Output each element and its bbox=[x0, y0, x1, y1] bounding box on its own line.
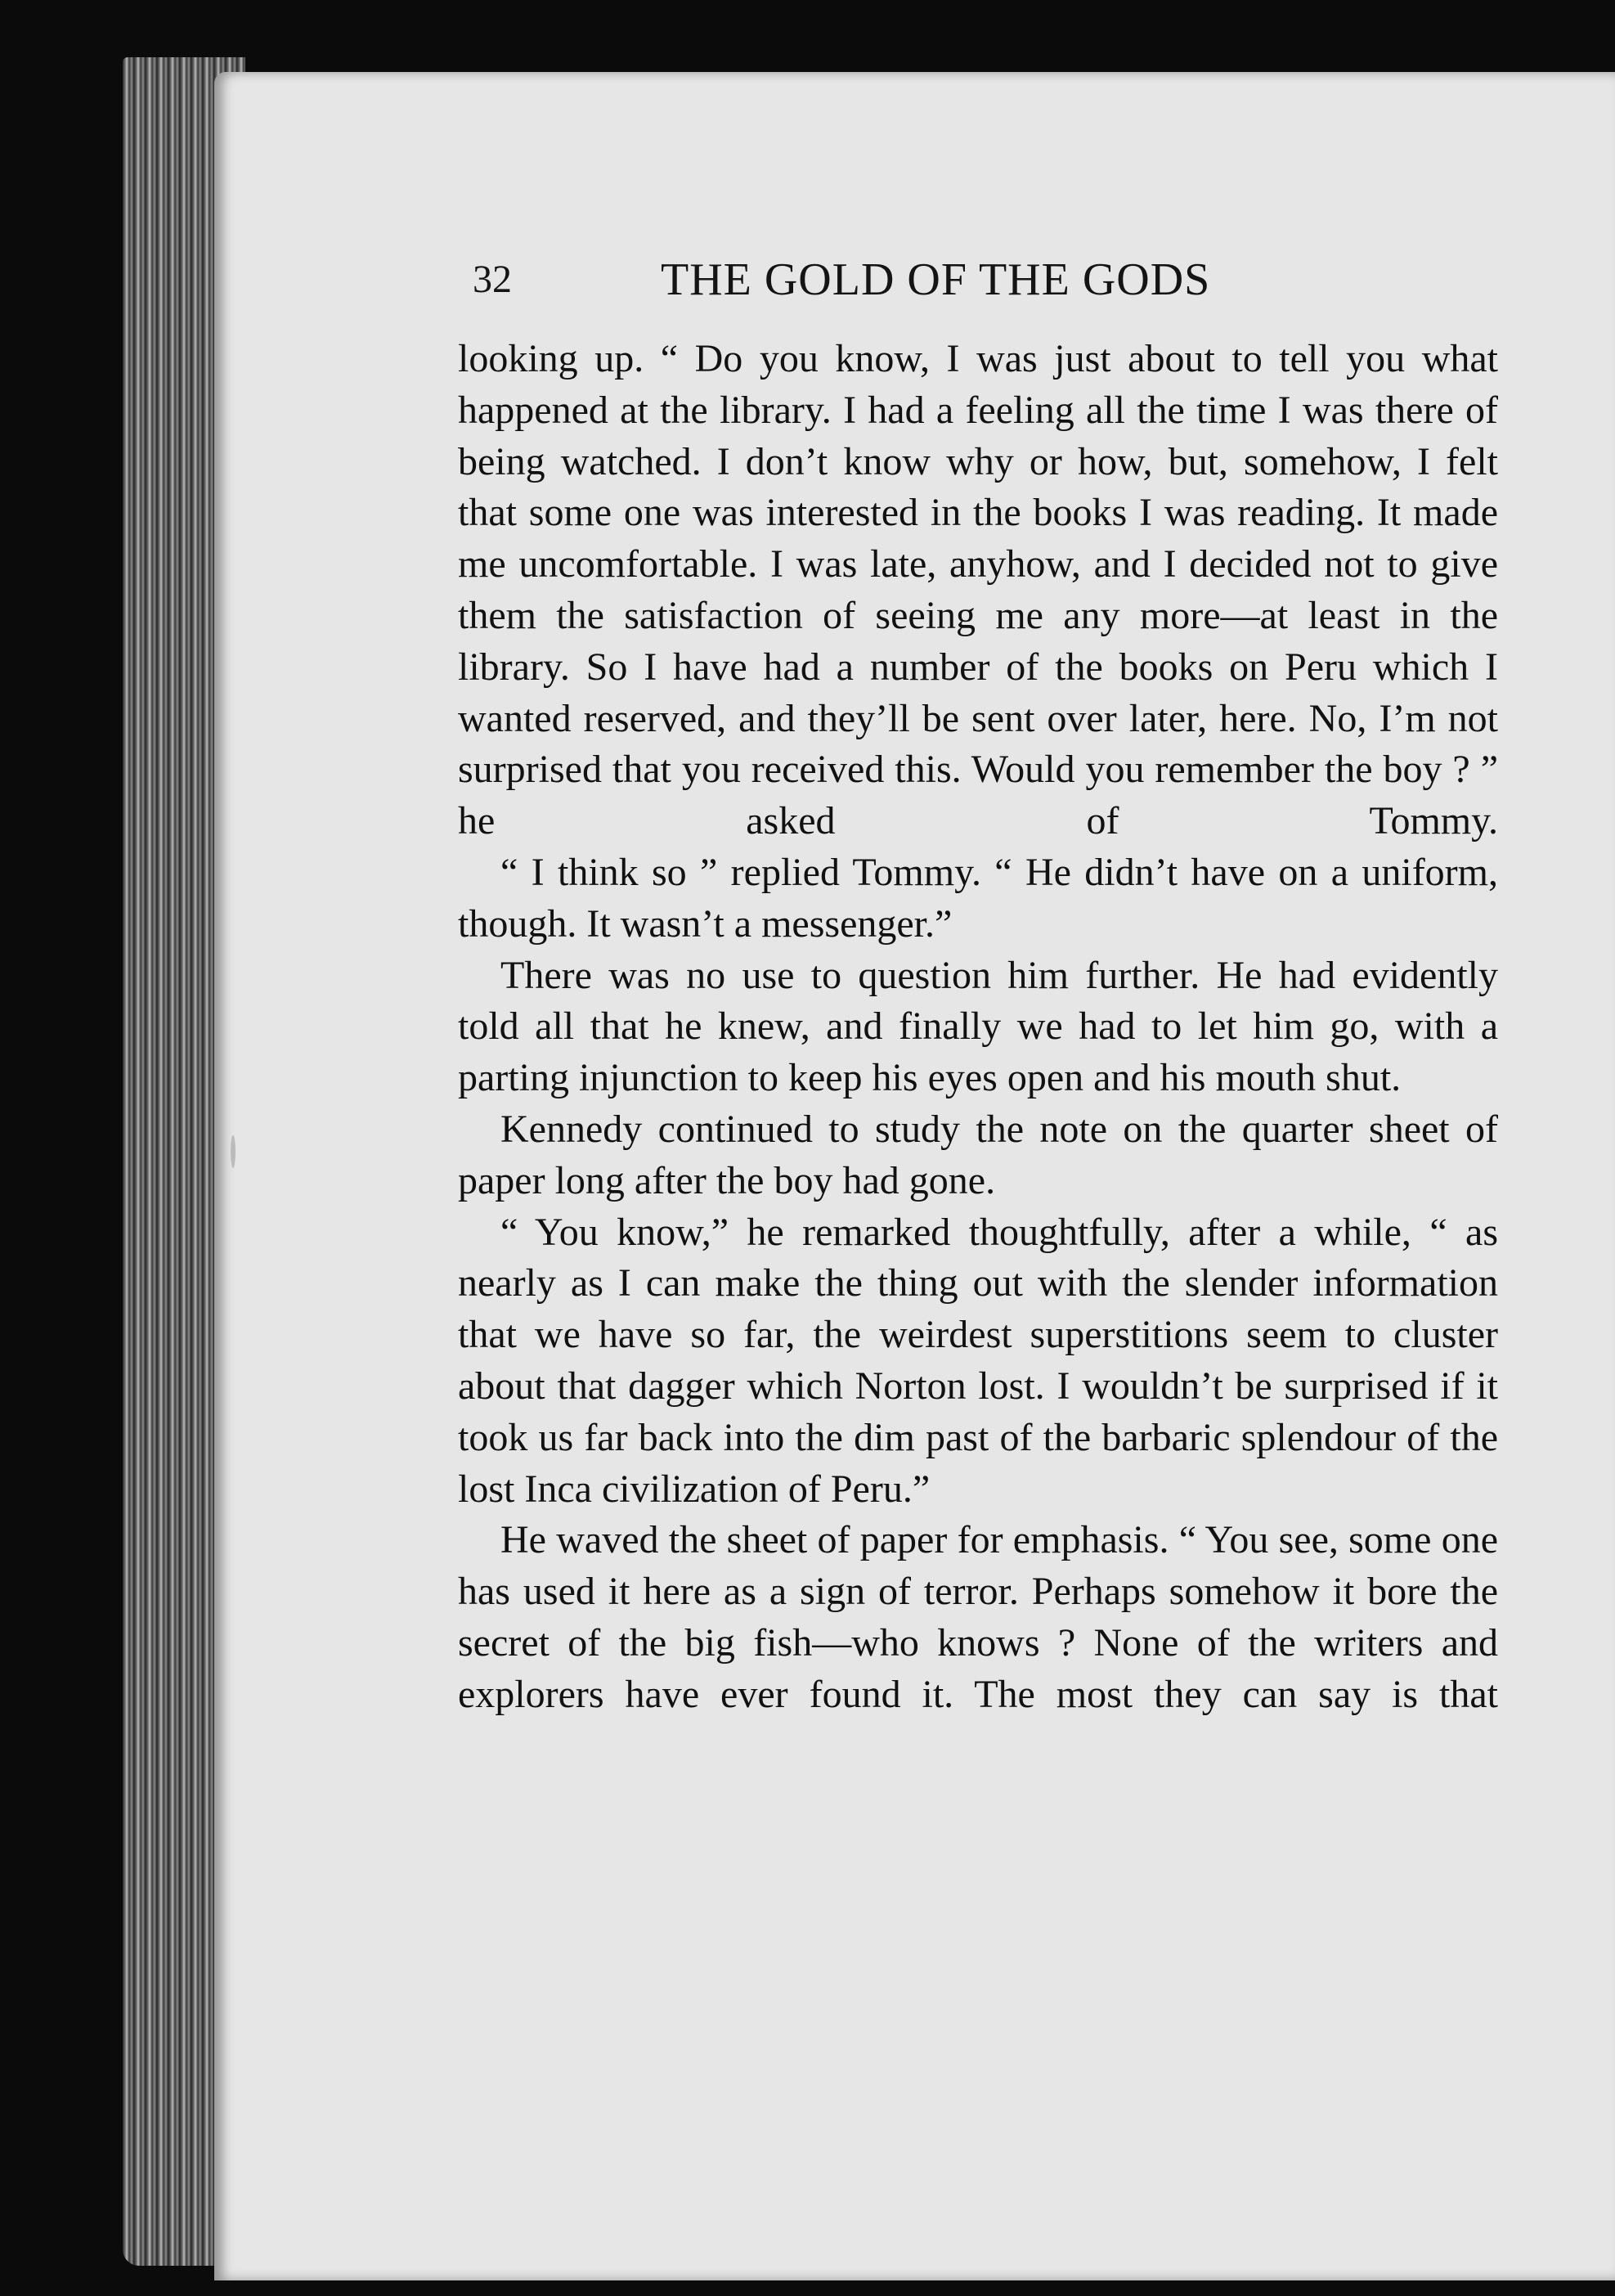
paragraph-3: There was no use to question him further. He had evidently told all that he knew, and finally we had to let him go, with a parting injunction to keep his eyes open and his mouth shut. bbox=[458, 953, 1498, 1100]
page-header bbox=[473, 255, 1323, 321]
body-text bbox=[458, 334, 1498, 1721]
paragraph-1: looking up. “ Do you know, I was just about to tell you what happened at the library. I had a feeling all the time I was there of being watched. I don’t know why or how, but, somehow, I felt that some one was interested in the books I was reading. It made me uncomfortable. I was late, anyhow, and I decided not to give them the satisfaction of seeing me any more—at least in the library. So I have had a number of the books on Peru which I wanted reserved, and they’ll be sent over later, here. No, I’m not surprised that you received this. Would you remember the boy ? ” he asked of Tommy. bbox=[458, 337, 1498, 843]
paragraph-2: “ I think so ” replied Tommy. “ He didn’t have on a uniform, though. It wasn’t a messenger.” bbox=[458, 850, 1498, 946]
paragraph-5: “ You know,” he remarked thoughtfully, after a while, “ as nearly as I can make the thing out with the slender information that we have so far, the weirdest superstitions seem to cluster about that dagger which Norton lost. I wouldn’t be surprised if it took us far back into the dim past of the barbaric splendour of the lost Inca civilization of Peru.” bbox=[458, 1210, 1498, 1511]
paragraph-6: He waved the sheet of paper for emphasis. “ You see, some one has used it here as a sign of terror. Perhaps somehow it bore the secret of the big fish—who knows ? None of the writers and explorers have ever found it. The most they can say is that bbox=[458, 1518, 1498, 1716]
running-head: THE GOLD OF THE GODS bbox=[661, 254, 1211, 305]
paragraph-4: Kennedy continued to study the note on the quarter sheet of paper long after the boy had gone. bbox=[458, 1107, 1498, 1202]
page-number: 32 bbox=[473, 258, 512, 301]
page-blemish bbox=[231, 1135, 236, 1168]
